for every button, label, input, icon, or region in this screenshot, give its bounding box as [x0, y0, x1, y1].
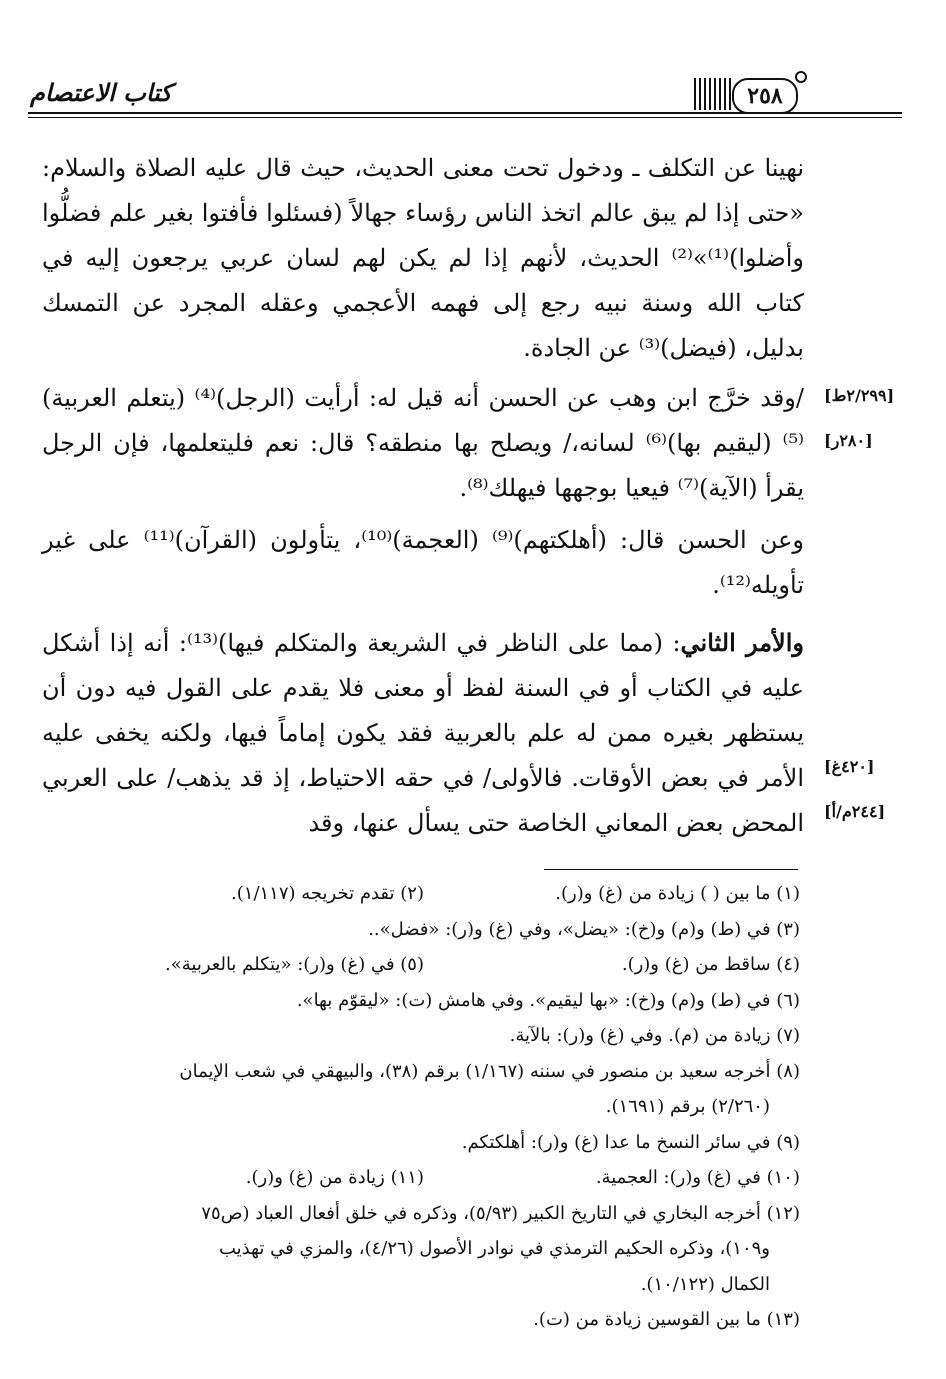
footnote-3: (٣) في (ط) و(م) و(خ): «يضل»، وفي (غ) و(ر): «فضل».. [368, 918, 800, 940]
page-number: ٢٥٨ [732, 78, 798, 114]
footnote-13: (١٣) ما بين القوسين زيادة من (ت). [533, 1309, 800, 1330]
footnote-12-end: الكمال (١٠/١٢٢). [640, 1273, 770, 1295]
book-title: كتاب الاعتصام [30, 78, 172, 107]
page-number-ornament-icon [794, 70, 808, 84]
footnote-10: (١٠) في (غ) و(ر): العجمية. [595, 1167, 800, 1188]
footnote-6: (٦) في (ط) و(م) و(خ): «بها ليقيم». وفي هامش (ت): «ليقوّم بها». [296, 989, 800, 1011]
footnote-11: (١١) زيادة من (غ) و(ر). [245, 1167, 424, 1188]
footnote-row [48, 876, 800, 912]
footnote-8-continued: (٢/٢٦٠) برقم (١٦٩١). [605, 1096, 770, 1117]
footnote-2: (٢) تقدم تخريجه (١/١١٧). [231, 883, 424, 904]
header-rule [28, 112, 902, 114]
margin-ref-r: [٢٨٠ر] [824, 431, 873, 450]
footnote-5: (٥) في (غ) و(ر): «يتكلم بالعربية». [165, 954, 424, 975]
footnotes [48, 876, 800, 1338]
footnote-separator [544, 869, 798, 870]
footnote-12-continued: و١٠٩)، وذكره الحكيم الترمذي في نوادر الأصول (٤/٢٦)، والمزي في تهذيب [218, 1238, 770, 1259]
margin-ref-m: [٢٤٤م/أ] [824, 802, 886, 821]
margin-ref-gh: [٤٢٠غ] [824, 757, 875, 776]
paragraph-2-text: /وقد خرَّج ابن وهب عن الحسن أنه قيل له: أرأيت (الرجل)⁽⁴⁾ (يتعلم العربية)⁽⁵⁾ (ليقيم بها)⁽⁶⁾ لسانه،/ ويصلح بها منطقه؟ قال: نعم فليتعلمها، فإن الرجل يقرأ (الآية)⁽⁷⁾ فيعيا بوجهها فيهلك⁽⁸⁾. [42, 384, 804, 502]
header-ornament-bars [694, 78, 734, 110]
footnote-9: (٩) في سائر النسخ ما عدا (غ) و(ر): أهلكتكم. [461, 1131, 800, 1153]
paragraph-1 [42, 146, 804, 371]
paragraph-1-text: نهينا عن التكلف ـ ودخول تحت معنى الحديث، حيث قال عليه الصلاة والسلام: «حتى إذا لم يبق عالم اتخذ الناس رؤساء جهالاً (فسئلوا فأفتوا بغير علم فضلُّوا وأضلوا)⁽¹⁾»⁽²⁾ الحديث، لأنهم إذا لم يكن لهم لسان عربي يرجعون إليه في كتاب الله وسنة نبيه رجع إلى فهمه الأعجمي وعقله المجرد عن التمسك بدليل، (فيضل)⁽³⁾ عن الجادة. [42, 154, 805, 362]
footnote-8: (٨) أخرجه سعيد بن منصور في سننه (١/١٦٧) برقم (٣٨)، والبيهقي في شعب الإيمان [179, 1060, 800, 1082]
footnote-row [48, 947, 800, 983]
footnote-12: (١٢) أخرجه البخاري في التاريخ الكبير (٥/٩٣)، وذكره في خلق أفعال العباد (ص٧٥ [201, 1202, 800, 1224]
paragraph-4-text: : (مما على الناظر في الشريعة والمتكلم فيها)⁽¹³⁾: أنه إذا أشكل عليه في الكتاب أو في السنة لفظ أو معنى فلا يقدم على القول فيه دون أن يستظهر بغيره ممن له علم بالعربية فقد يكون إماماً فيها، ولكنه يخفى عليه الأمر في بعض الأوقات. فالأولى/ في حقه الاحتياط، إذ قد يذهب/ على العربي المحض بعض المعاني الخاصة حتى يسأل عنها، وقد [42, 629, 804, 837]
margin-ref-t: [٢/٢٩٩ط] [824, 386, 895, 405]
paragraph-4-heading: والأمر الثاني [680, 628, 804, 657]
paragraph-4 [42, 620, 804, 846]
footnote-7: (٧) زيادة من (م). وفي (غ) و(ر): بالآية. [509, 1025, 800, 1046]
paragraph-3-text: وعن الحسن قال: (أهلكتهم)⁽⁹⁾ (العجمة)⁽¹⁰⁾، يتأولون (القرآن)⁽¹¹⁾ على غير تأويله⁽¹²⁾. [42, 526, 804, 599]
header-rule-thin [28, 117, 902, 118]
paragraph-2 [42, 376, 804, 511]
footnote-4: (٤) ساقط من (غ) و(ر). [621, 954, 800, 975]
footnote-row [48, 1160, 800, 1196]
footnote-1: (١) ما بين ( ) زيادة من (غ) و(ر). [555, 883, 800, 904]
paragraph-3 [42, 518, 804, 608]
